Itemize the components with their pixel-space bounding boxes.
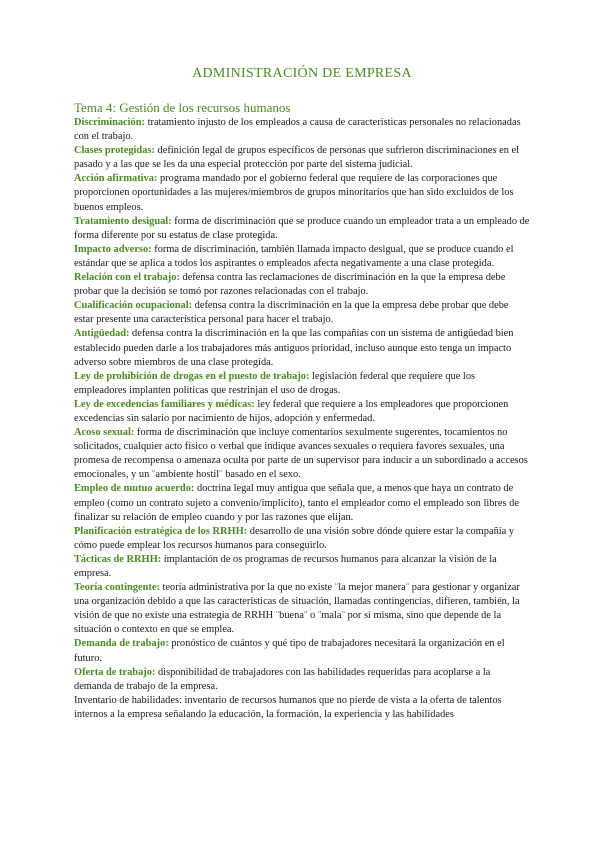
glossary-definition: teoría administrativa por la que no existe ¨la mejor manera¨ para gestionar y organizar una organización debido a que las características de situación, llamadas contingencias, difieren, también, la visión de que no existe una estrategia de RRHH ¨buena¨ o ¨mala¨ por sí misma, sino que depende de la situación o contexto en que se emplea. xyxy=(74,582,520,636)
glossary-term: Discriminación: xyxy=(74,117,145,128)
glossary-entry xyxy=(74,327,530,369)
glossary-definition: doctrina legal muy antigua que señala que, a menos que haya un contrato de empleo (como un contrato sujeto a convenio/implícito), tanto el empleador como el empleado son libres de finalizar su relación de empleo cuando y por las razones que elijan. xyxy=(74,483,519,523)
glossary-definition: definición legal de grupos específicos de personas que sufrieron discriminaciones en el pasado y a las que se les da una especial protección por parte del sistema judicial. xyxy=(74,145,520,171)
glossary-definition: desarrollo de una visión sobre dónde quiere estar la compañía y cómo puede emplear los recursos humanos para conseguirlo. xyxy=(74,525,515,551)
glossary-definition: defensa contra la discriminación en la que la empresa debe probar que debe estar presente una característica personal para hacer el trabajo. xyxy=(74,300,509,326)
glossary-term: Ley de excedencias familiares y médicas: xyxy=(74,398,255,410)
glossary-entry xyxy=(74,215,530,243)
glossary-definition: Inventario de habilidades: inventario de recursos humanos que no pierde de vista a la oferta de talentos internos a la empresa señalando la educación, la formación, la experiencia y las habilidades xyxy=(74,694,502,720)
glossary-definition: forma de discriminación que incluye comentarios sexulmente sugerentes, tocamientos no solicitados, cualquier acto físico o verbal que indique avances sexuales o requiera favores sexuales, una promesa de recompensa o amenaza oculta por parte de un supervisor para inducir a un subordinado a accesos emocionales, y un ¨ambiente hostil¨ basado en el sexo. xyxy=(74,427,528,481)
glossary-definition: tratamiento injusto de los empleados a causa de características personales no relacionadas con el trabajo. xyxy=(74,117,521,143)
document-title: ADMINISTRACIÓN DE EMPRESA xyxy=(192,66,412,81)
glossary-definition: programa mandado por el gobierno federal que requiere de las corporaciones que proporcionen oportunidades a las mujeres/miembros de grupos minoritarios que han sido excluidos de los buenos empleos. xyxy=(74,173,514,213)
glossary-entry xyxy=(74,144,530,172)
glossary-entry xyxy=(74,666,530,694)
glossary-term: Tácticas de RRHH: xyxy=(74,553,162,565)
glossary-definition: ley federal que requiere a los empleadores que proporcionen excedencias sin salario por nacimiento de hijos, adopción y enfermedad. xyxy=(74,398,509,424)
glossary-definition: forma de discriminación, también llamada impacto desigual, que se produce cuando el estándar que se aplica a todos los aspirantes o empleados afecta negativamente a una clase protegida. xyxy=(74,243,514,269)
glossary-entry xyxy=(74,116,530,144)
glossary-entry xyxy=(74,637,530,665)
glossary-definition: forma de discriminación que se produce cuando un empleador trata a un empleado de forma diferente por su estatus de clase protegida. xyxy=(74,215,530,241)
glossary-entry xyxy=(74,581,530,637)
glossary-entry xyxy=(74,426,530,482)
glossary-definition: disponibilidad de trabajadores con las habilidades requeridas para acoplarse a la demanda de trabajo de la empresa. xyxy=(74,666,491,692)
glossary-term: Cualificación ocupacional: xyxy=(74,300,193,312)
glossary-entry xyxy=(74,299,530,327)
glossary-definition: defensa contra las reclamaciones de discriminación en la que la empresa debe probar que la decisión se tomó por razones relacionadas con el trabajo. xyxy=(74,272,506,298)
glossary-term: Clases protegidas: xyxy=(74,145,155,157)
glossary-entry xyxy=(74,482,530,524)
glossary-term: Empleo de mutuo acuerdo: xyxy=(74,483,195,495)
glossary-entry xyxy=(74,271,530,299)
glossary-entry xyxy=(74,243,530,271)
glossary-term: Teoría contingente: xyxy=(74,582,160,594)
glossary-term: Relación con el trabajo: xyxy=(74,272,180,284)
glossary-entry xyxy=(74,370,530,398)
glossary-entry xyxy=(74,525,530,553)
glossary-term: Acoso sexual: xyxy=(74,427,135,439)
glossary-term: Planificación estratégica de los RRHH: xyxy=(74,525,248,537)
glossary-term: Demanda de trabajo: xyxy=(74,638,169,650)
glossary-term: Acción afirmativa: xyxy=(74,173,158,185)
glossary-definition: implantación de os programas de recursos humanos para alcanzar la visión de la empresa. xyxy=(74,553,497,579)
glossary-definition: legislación federal que requiere que los empleadores implanten políticas que restrinjan el uso de drogas. xyxy=(74,370,476,396)
glossary-list xyxy=(74,116,530,722)
glossary-term: Antigüedad: xyxy=(74,328,130,340)
glossary-term: Tratamiento desigual: xyxy=(74,215,172,227)
glossary-entry xyxy=(74,398,530,426)
topic-heading: Tema 4: Gestión de los recursos humanos xyxy=(74,100,291,115)
glossary-definition: defensa contra la discriminación en la que las compañías con un sistema de antigüedad bien establecido pueden darle a los trabajadores más antiguos prioridad, incluso aunque esto tenga un impacto adverso sobre miembros de una clase protegida. xyxy=(74,328,514,368)
glossary-entry xyxy=(74,694,530,722)
glossary-term: Ley de prohibición de drogas en el puesto de trabajo: xyxy=(74,370,310,382)
glossary-definition: pronóstico de cuántos y qué tipo de trabajadores necesitará la organización en el futuro. xyxy=(74,638,505,664)
glossary-term: Oferta de trabajo: xyxy=(74,666,156,678)
glossary-term: Impacto adverso: xyxy=(74,243,152,255)
glossary-entry xyxy=(74,172,530,214)
glossary-entry xyxy=(74,553,530,581)
